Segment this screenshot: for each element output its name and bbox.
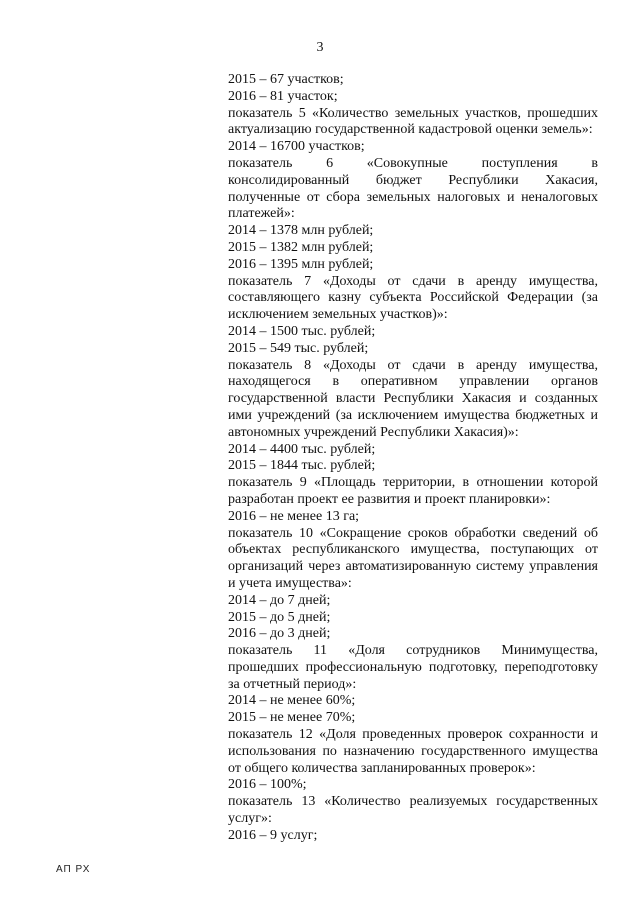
text-line: показатель 6 «Совокупные поступления в bbox=[228, 155, 598, 171]
text-line: 2015 – 1382 млн рублей; bbox=[228, 239, 374, 255]
text-line: актуализацию государственной кадастровой оценки земель»: bbox=[228, 122, 593, 138]
text-line: показатель 7 «Доходы от сдачи в аренду имущества, bbox=[228, 273, 598, 289]
text-line: от общего количества запланированных проверок»: bbox=[228, 760, 536, 776]
footer-stamp: АП РХ bbox=[56, 864, 91, 875]
text-line: 2015 – 1844 тыс. рублей; bbox=[228, 458, 376, 474]
text-line: показатель 10 «Сокращение сроков обработки сведений об bbox=[228, 525, 598, 541]
text-line: услуг»: bbox=[228, 811, 272, 827]
text-line: государственной власти Республики Хакасия и созданных bbox=[228, 391, 598, 407]
text-line: 2014 – 16700 участков; bbox=[228, 139, 365, 155]
text-line: 2014 – 4400 тыс. рублей; bbox=[228, 441, 376, 457]
text-line: 2015 – 67 участков; bbox=[228, 72, 344, 87]
text-line: 2015 – до 5 дней; bbox=[228, 609, 331, 625]
text-line: консолидированный бюджет Республики Хакасия, bbox=[228, 172, 598, 188]
text-line: 2014 – не менее 60%; bbox=[228, 693, 356, 709]
text-line: находящегося в оперативном управлении органов bbox=[228, 374, 598, 390]
text-line: разработан проект ее развития и проект планировки»: bbox=[228, 491, 551, 507]
text-line: прошедших профессиональную подготовку, переподготовку bbox=[228, 659, 598, 675]
text-line: полученные от сбора земельных налоговых и неналоговых bbox=[228, 189, 598, 205]
text-line: 2016 – до 3 дней; bbox=[228, 626, 331, 642]
text-line: 2014 – до 7 дней; bbox=[228, 592, 331, 608]
text-line: 2014 – 1500 тыс. рублей; bbox=[228, 323, 376, 339]
text-line: ими учреждений (за исключением имущества бюджетных и bbox=[228, 407, 598, 423]
text-line: показатель 9 «Площадь территории, в отношении которой bbox=[228, 475, 598, 491]
text-line: показатель 8 «Доходы от сдачи в аренду имущества, bbox=[228, 357, 598, 373]
text-line: 2015 – не менее 70%; bbox=[228, 710, 356, 726]
text-line: использования по назначению государственного имущества bbox=[228, 743, 598, 759]
text-line: показатель 12 «Доля проведенных проверок сохранности и bbox=[228, 727, 598, 743]
text-line: объектах республиканского имущества, поступающих от bbox=[228, 542, 598, 558]
text-line: платежей»: bbox=[228, 206, 295, 222]
text-line: 2016 – 81 участок; bbox=[228, 88, 338, 104]
text-line: 2016 – 1395 млн рублей; bbox=[228, 256, 374, 272]
text-line: показатель 13 «Количество реализуемых государственных bbox=[228, 794, 598, 810]
text-line: за отчетный период»: bbox=[228, 676, 357, 692]
text-line: составляющего казну субъекта Российской Федерации (за bbox=[228, 290, 598, 306]
text-line: организаций через автоматизированную систему управления bbox=[228, 559, 598, 575]
text-line: исключением земельных участков)»: bbox=[228, 307, 448, 323]
text-line: автономных учреждений Республики Хакасия)»: bbox=[228, 424, 519, 440]
text-line: 2016 – 9 услуг; bbox=[228, 827, 318, 843]
text-line: показатель 11 «Доля сотрудников Минимущества, bbox=[228, 643, 598, 659]
document-body bbox=[228, 72, 598, 845]
text-line: 2014 – 1378 млн рублей; bbox=[228, 223, 374, 239]
page-number: 3 bbox=[316, 40, 324, 55]
text-line: показатель 5 «Количество земельных участков, прошедших bbox=[228, 105, 598, 121]
text-line: 2016 – не менее 13 га; bbox=[228, 508, 360, 524]
text-line: 2016 – 100%; bbox=[228, 777, 307, 793]
text-line: и учета имущества»: bbox=[228, 575, 352, 591]
text-line: 2015 – 549 тыс. рублей; bbox=[228, 340, 369, 356]
